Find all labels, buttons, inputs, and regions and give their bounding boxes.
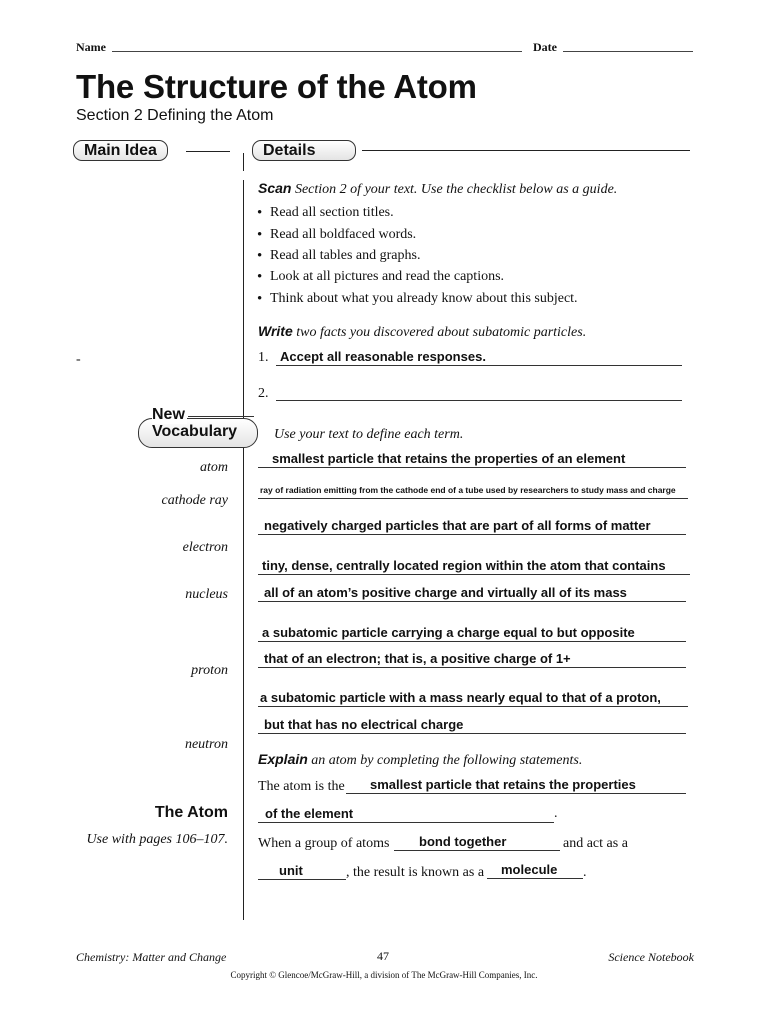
fact-answer-2[interactable]	[276, 384, 682, 401]
term-cathode-ray: cathode ray	[161, 493, 228, 508]
statement-1-prefix: The atom is the	[258, 779, 345, 794]
statement-1-end: .	[554, 806, 558, 821]
checklist-item: • Read all section titles.	[270, 205, 394, 221]
scan-text: Section 2 of your text. Use the checklist below as a guide.	[294, 182, 618, 197]
statement-2-middle: and act as a	[563, 836, 628, 851]
details-tab: Details	[252, 140, 356, 161]
scan-keyword: Scan	[258, 180, 292, 196]
definition-neutron-line-2[interactable]: but that has no electrical charge	[258, 717, 686, 734]
definition-nucleus-line-1[interactable]: tiny, dense, centrally located region within the atom that contains	[258, 558, 690, 575]
explain-text: an atom by completing the following statements.	[311, 753, 583, 768]
statement-2-answer-2[interactable]: unit	[258, 863, 346, 880]
definition-neutron-line-1[interactable]: a subatomic particle with a mass nearly equal to that of a proton,	[258, 690, 688, 707]
definition-electron[interactable]: negatively charged particles that are part of all forms of matter	[258, 518, 686, 535]
page-title: The Structure of the Atom	[76, 68, 477, 105]
page-number: 47	[377, 949, 389, 963]
statement-2-end: .	[583, 865, 587, 880]
main-idea-rule	[186, 151, 230, 152]
copyright: Copyright © Glencoe/McGraw-Hill, a division of The McGraw-Hill Companies, Inc.	[230, 970, 538, 980]
write-instruction	[258, 323, 586, 341]
footer-notebook: Science Notebook	[608, 950, 694, 964]
explain-keyword: Explain	[258, 751, 308, 767]
term-atom: atom	[200, 460, 228, 475]
statement-2-middle-2: , the result is known as a	[346, 865, 485, 880]
fact-answer-1[interactable]: Accept all reasonable responses.	[276, 349, 682, 366]
vocabulary-badge-rule	[188, 416, 254, 417]
details-rule	[362, 150, 690, 151]
vocabulary-badge-new: New	[152, 406, 185, 423]
atom-heading: The Atom	[154, 804, 228, 821]
checklist-item: • Read all tables and graphs.	[270, 248, 420, 264]
section-subtitle: Section 2 Defining the Atom	[76, 107, 274, 124]
write-text: two facts you discovered about subatomic particles.	[296, 325, 587, 340]
column-divider	[243, 180, 244, 920]
write-keyword: Write	[258, 323, 293, 339]
checklist-item: • Think about what you already know about this subject.	[270, 291, 578, 307]
term-electron: electron	[182, 540, 228, 555]
statement-2-prefix: When a group of atoms	[258, 836, 390, 851]
statement-2-answer-1[interactable]: bond together	[394, 834, 560, 851]
name-field[interactable]	[112, 39, 522, 52]
fact-number-1: 1.	[258, 350, 269, 365]
vocabulary-badge-word: Vocabulary	[152, 423, 238, 440]
date-label: Date	[533, 40, 557, 54]
column-divider-top	[243, 153, 244, 171]
date-field[interactable]	[563, 39, 693, 52]
term-nucleus: nucleus	[185, 587, 228, 602]
definition-atom[interactable]: smallest particle that retains the properties of an element	[258, 451, 686, 468]
checklist-item: • Read all boldfaced words.	[270, 227, 416, 243]
checklist-item: • Look at all pictures and read the captions.	[270, 269, 504, 285]
definition-proton-line-2[interactable]: that of an electron; that is, a positive charge of 1+	[258, 651, 686, 668]
statement-2-answer-3[interactable]: molecule	[487, 862, 583, 879]
main-idea-tab: Main Idea	[73, 140, 168, 161]
explain-instruction	[258, 751, 582, 769]
statement-1-answer-line-2[interactable]: of the element	[258, 806, 554, 823]
statement-1-answer-line-1[interactable]: smallest particle that retains the properties	[346, 777, 686, 794]
margin-dash: -	[76, 352, 81, 367]
name-label: Name	[76, 40, 106, 54]
term-proton: proton	[191, 663, 228, 678]
pages-note: Use with pages 106–107.	[86, 832, 228, 847]
scan-instruction	[258, 180, 617, 198]
term-neutron: neutron	[184, 737, 228, 752]
definition-proton-line-1[interactable]: a subatomic particle carrying a charge equal to but opposite	[258, 625, 686, 642]
fact-number-2: 2.	[258, 386, 269, 401]
vocabulary-instruction: Use your text to define each term.	[274, 427, 464, 442]
definition-cathode-ray[interactable]: ray of radiation emitting from the cathode end of a tube used by researchers to study mass and charge	[258, 482, 688, 499]
definition-nucleus-line-2[interactable]: all of an atom’s positive charge and virtually all of its mass	[258, 585, 686, 602]
footer-book-title: Chemistry: Matter and Change	[76, 950, 227, 964]
